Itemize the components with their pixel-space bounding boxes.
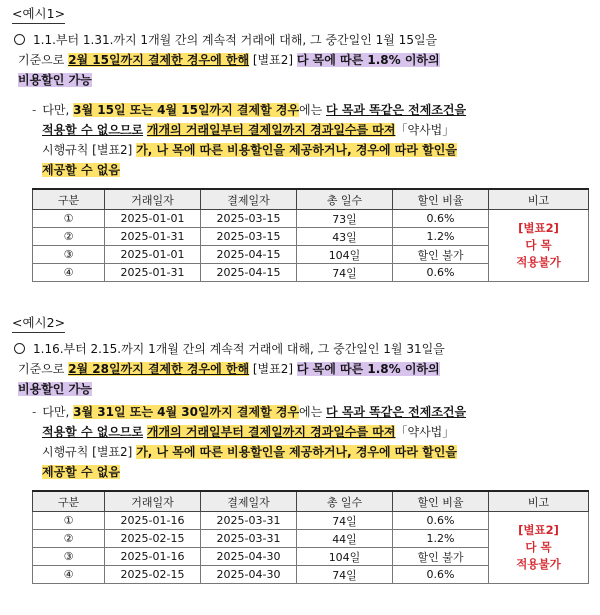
table-row: ① 2025-01-16 2025-03-31 74일 0.6% [별표2] 다 목 적용불가 (33, 512, 589, 530)
example-2-discount-table (32, 490, 589, 584)
table-row: ③ 2025-01-01 2025-04-15 104일 할인 불가 (33, 246, 589, 264)
header-cell: 결제일자 (201, 491, 297, 512)
remark-cell: [별표2] 다 목 적용불가 (489, 210, 589, 282)
header-cell: 구분 (33, 491, 105, 512)
header-cell: 총 일수 (297, 189, 393, 210)
example-2-title: <예시2> (12, 315, 65, 333)
header-cell: 거래일자 (105, 491, 201, 512)
header-cell: 비고 (489, 189, 589, 210)
example-2-sub-paragraph: - 다만, 3월 31일 또는 4월 30일까지 결제할 경우에는 다 목과 똑같은 전제조건을 적용할 수 없으므로 개개의 거래일부터 결제일까지 경과일수를 따져「약사법」 시행규칙 [별표2] 가, 나 목에 따른 비용할인을 제공하거나, 경우에 따라 할인을 제공할 수 없음 (32, 402, 594, 482)
header-cell: 거래일자 (105, 189, 201, 210)
example-1-main-paragraph: 1.1.부터 1.31.까지 1개월 간의 계속적 거래에 대해, 그 중간일인 1월 15일을 기준으로 2월 15일까지 결제한 경우에 한해 [별표2] 다 목에 따른 1.8% 이하의 비용할인 가능 (14, 30, 594, 90)
dash-bullet-icon: - (32, 103, 37, 117)
table-row: ② 2025-02-15 2025-03-31 44일 1.2% (33, 530, 589, 548)
header-cell: 할인 비율 (393, 189, 489, 210)
header-cell: 총 일수 (297, 491, 393, 512)
example-1-discount-table (32, 188, 589, 282)
circle-bullet-icon (14, 343, 25, 354)
header-cell: 비고 (489, 491, 589, 512)
header-cell: 결제일자 (201, 189, 297, 210)
circle-bullet-icon (14, 34, 25, 45)
header-cell: 할인 비율 (393, 491, 489, 512)
table-header-row (33, 491, 589, 512)
table-row: ③ 2025-01-16 2025-04-30 104일 할인 불가 (33, 548, 589, 566)
table-row: ④ 2025-01-31 2025-04-15 74일 0.6% (33, 264, 589, 282)
header-cell: 구분 (33, 189, 105, 210)
table-row: ④ 2025-02-15 2025-04-30 74일 0.6% (33, 566, 589, 584)
table-row: ① 2025-01-01 2025-03-15 73일 0.6% [별표2] 다 목 적용불가 (33, 210, 589, 228)
example-1-sub-paragraph: - 다만, 3월 15일 또는 4월 15일까지 결제할 경우에는 다 목과 똑같은 전제조건을 적용할 수 없으므로 개개의 거래일부터 결제일까지 경과일수를 따져「약사법」 시행규칙 [별표2] 가, 나 목에 따른 비용할인을 제공하거나, 경우에 따라 할인을 제공할 수 없음 (32, 100, 594, 180)
dash-bullet-icon: - (32, 405, 37, 419)
example-1-title: <예시1> (12, 6, 65, 24)
table-header-row (33, 189, 589, 210)
example-2-main-paragraph: 1.16.부터 2.15.까지 1개월 간의 계속적 거래에 대해, 그 중간일인 1월 31일을 기준으로 2월 28일까지 결제한 경우에 한해 [별표2] 다 목에 따른 1.8% 이하의 비용할인 가능 (14, 339, 594, 399)
table-row: ② 2025-01-31 2025-03-15 43일 1.2% (33, 228, 589, 246)
remark-cell: [별표2] 다 목 적용불가 (489, 512, 589, 584)
